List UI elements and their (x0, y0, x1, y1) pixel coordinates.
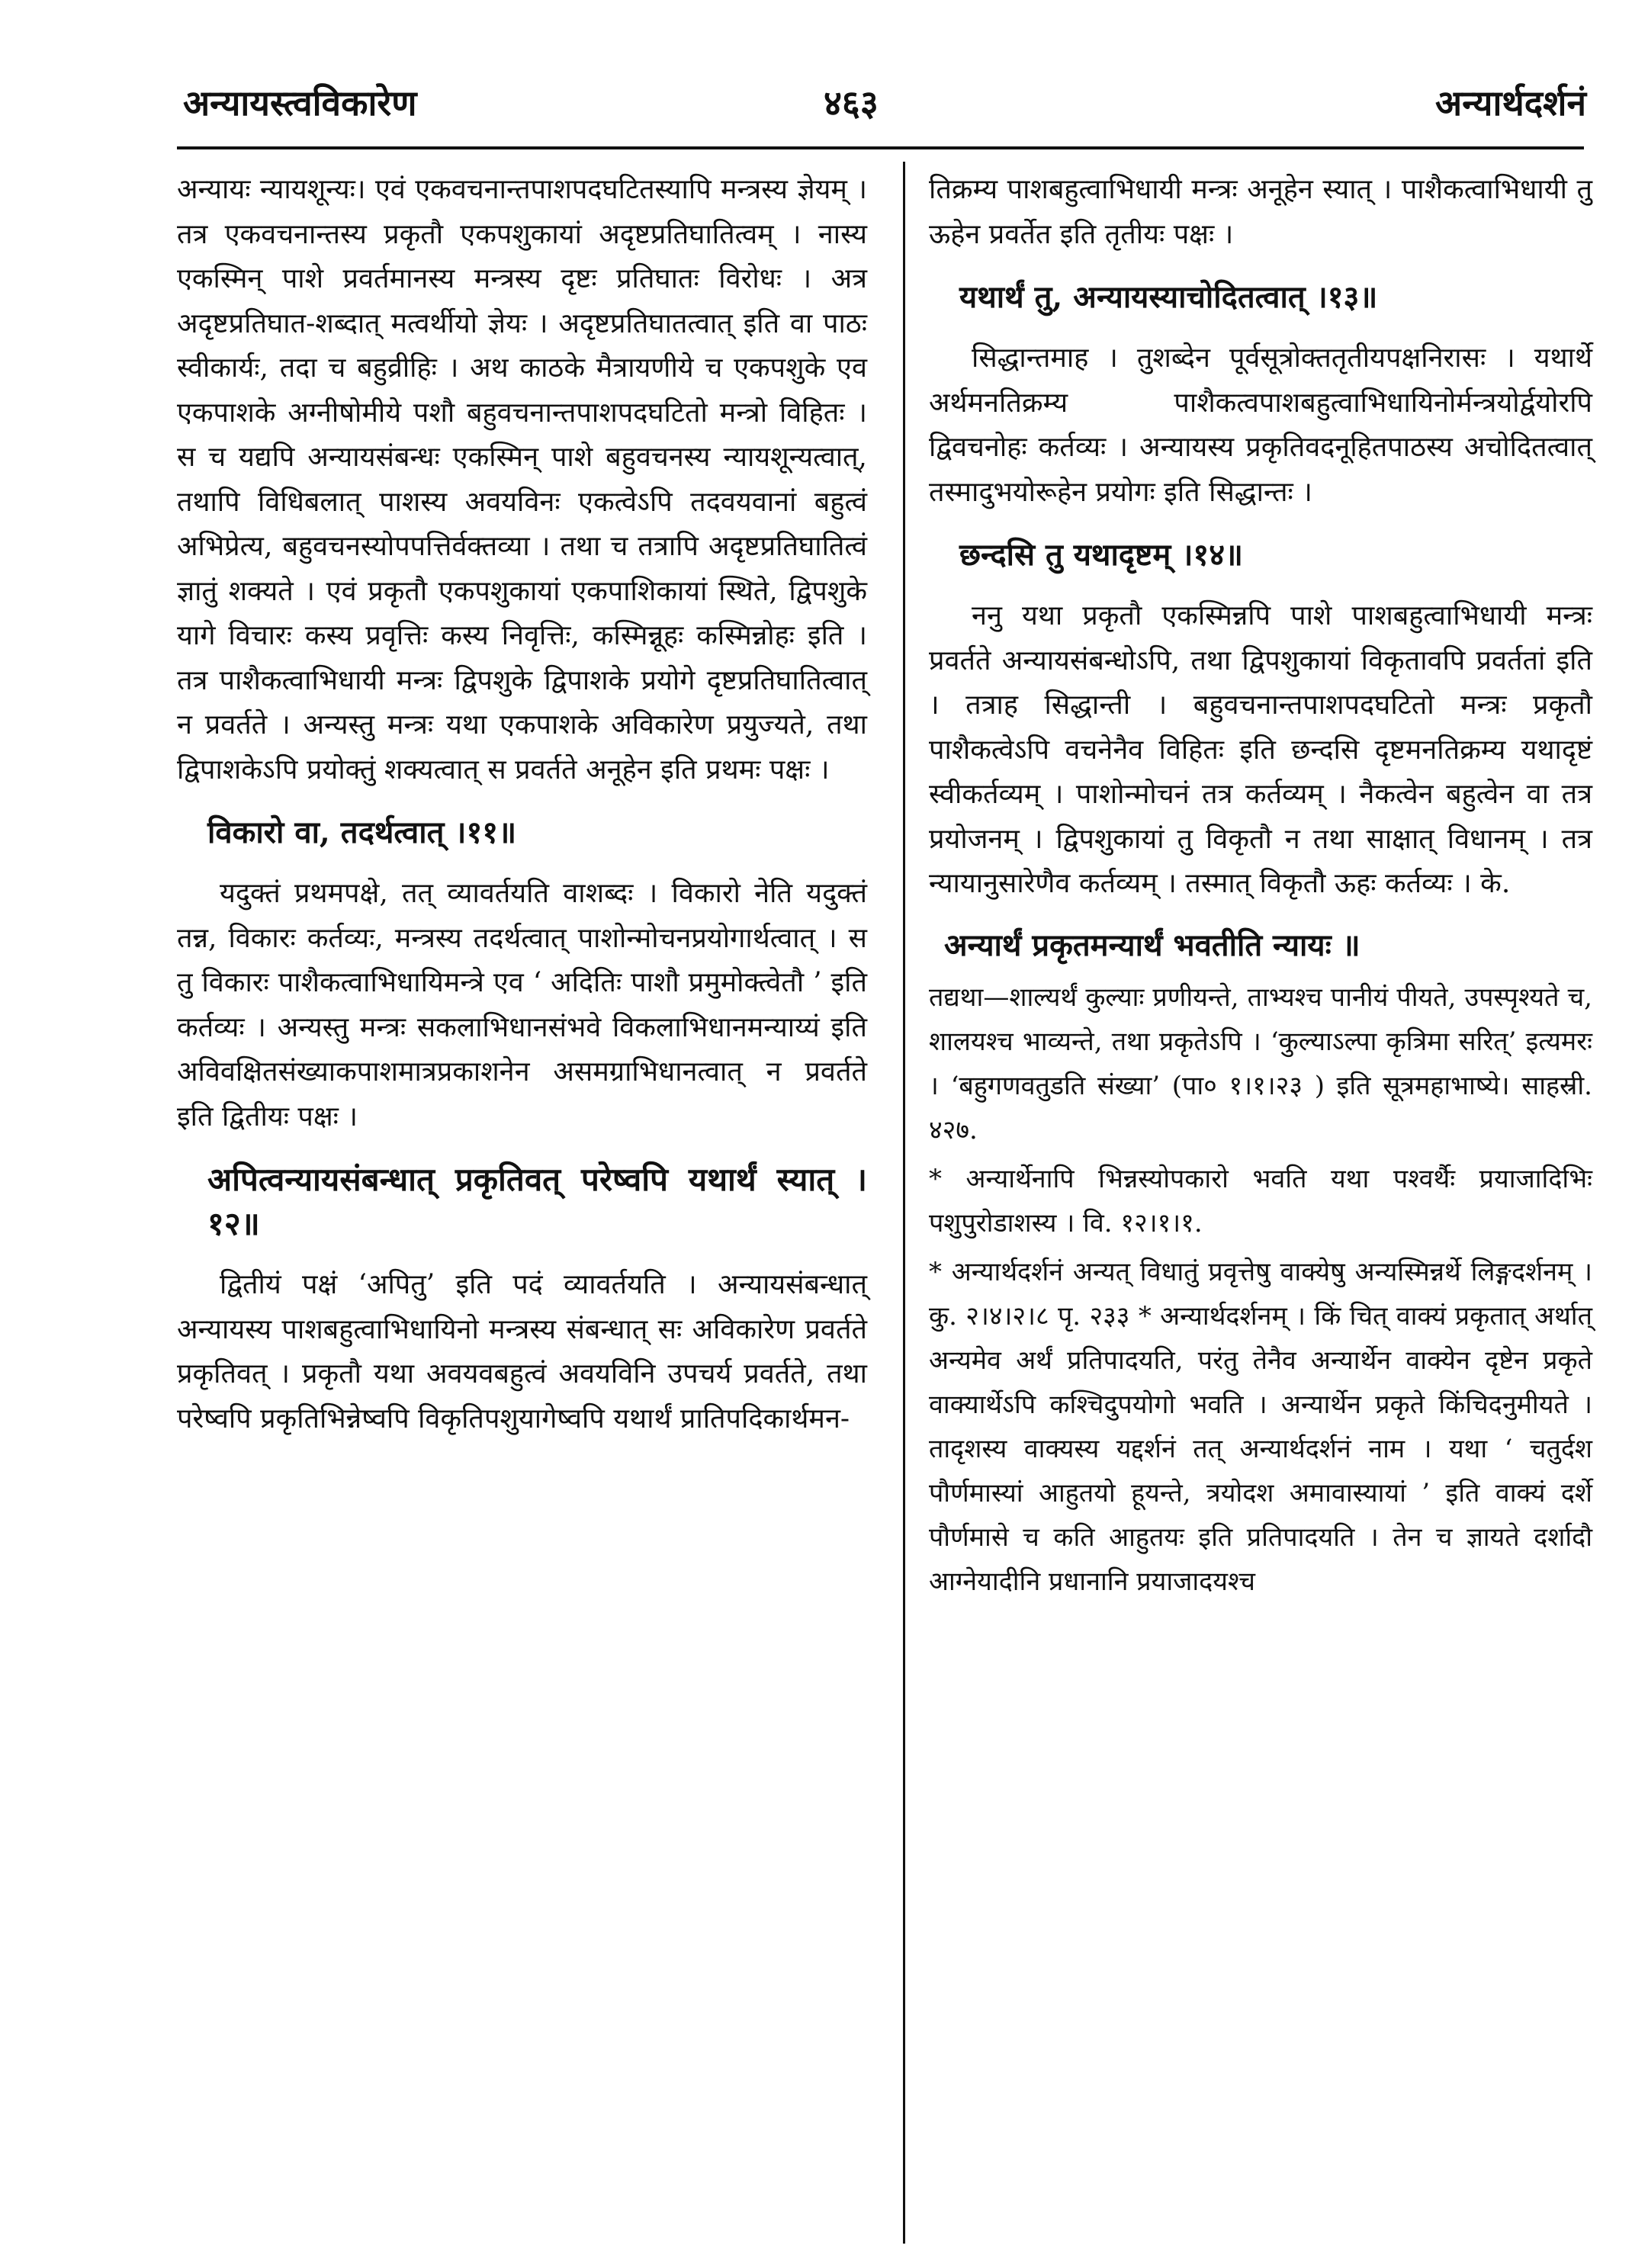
note-paragraph: * अन्यार्थेनापि भिन्नस्योपकारो भवति यथा पश्वर्थैः प्रयाजादिभिः पशुपुरोडाशस्य । वि. १२।१।१. (929, 1164, 1592, 1238)
commentary-paragraph: सिद्धान्तमाह । तुशब्देन पूर्वसूत्रोक्ततृतीयपक्षनिरासः । यथार्थे अर्थमनतिक्रम्य पाशैकत्वपाशबहुत्वाभिधायिनोर्मन्त्रयोर्द्वयोरपि द्विवचनोहः कर्तव्यः । अन्यायस्य प्रकृतिवदनूहितपाठस्य अचोदितत्वात् तस्मादुभयोरूहेन प्रयोगः इति सिद्धान्तः । (929, 342, 1592, 508)
page-number: ४६३ (824, 82, 879, 124)
note-paragraph: * अन्यार्थदर्शनं अन्यत् विधातुं प्रवृत्तेषु वाक्येषु अन्यस्मिन्नर्थे लिङ्गदर्शनम् । कु. २।४।२।८ पृ. २३३ * अन्यार्थदर्शनम् । किं चित् वाक्यं प्रकृतात् अर्थात् अन्यमेव अर्थं प्रतिपादयति, परंतु तेनैव अन्यार्थेन वाक्येन दृष्टेन प्रकृते वाक्यार्थेऽपि कश्चिदुपयोगो भवति । अन्यार्थेन प्रकृते किंचिदनुमीयते । तादृशस्य वाक्यस्य यद्दर्शनं तत् अन्यार्थदर्शनं नाम । यथा ‘ चतुर्दश पौर्णमास्यां आहुतयो हूयन्ते, त्रयोदश अमावास्यायां ’ इति वाक्यं दर्शे पौर्णमासे च कति आहुतयः इति प्रतिपादयति । तेन च ज्ञायते दर्शादौ आग्नेयादीनि प्रधानानि प्रयाजादयश्च (929, 1257, 1592, 1597)
sutra-14: छन्दसि तु यथादृष्टम् ।१४॥ (959, 537, 1243, 573)
sutra-12: अपित्वन्यायसंबन्धात् प्रकृतिवत् परेष्वपि यथार्थं स्यात् ।१२॥ (207, 1161, 867, 1242)
note-paragraph: तद्यथा—शाल्यर्थं कुल्याः प्रणीयन्ते, ताभ्यश्च पानीयं पीयते, उपस्पृश्यते च, शालयश्च भाव्यन्ते, तथा प्रकृतेऽपि । ‘कुल्याऽल्पा कृत्रिमा सरित्’ इत्यमरः । ‘बहुगणवतुडति संख्या’ (पा० १।१।२३ ) इति सूत्रमहाभाष्ये। साहस्री. ४२७. (929, 982, 1592, 1145)
right-column (929, 168, 1592, 1608)
commentary-paragraph: तिक्रम्य पाशबहुत्वाभिधायी मन्त्रः अनूहेन स्यात् । पाशैकत्वाभिधायी तु ऊहेन प्रवर्तेत इति तृतीयः पक्षः । (929, 174, 1592, 250)
header-divider (177, 146, 1584, 149)
running-header (168, 72, 1601, 133)
commentary-paragraph: यदुक्तं प्रथमपक्षे, तत् व्यावर्तयति वाशब्दः । विकारो नेति यदुक्तं तन्न, विकारः कर्तव्यः, मन्त्रस्य तदर्थत्वात् पाशोन्मोचनप्रयोगार्थत्वात् । स तु विकारः पाशैकत्वाभिधायिमन्त्रे एव ‘ अदितिः पाशौ प्रमुमोक्त्वेतौ ’ इति कर्तव्यः । अन्यस्तु मन्त्रः सकलाभिधानसंभवे विकलाभिधानमन्याय्यं इति अविवक्षितसंख्याकपाशमात्रप्रकाशनेन असमग्राभिधानत्वात् न प्रवर्तते इति द्वितीयः पक्षः । (177, 878, 867, 1132)
header-right-title: अन्यार्थदर्शनं (1435, 82, 1586, 124)
commentary-paragraph: अन्यायः न्यायशून्यः। एवं एकवचनान्तपाशपदघटितस्यापि मन्त्रस्य ज्ञेयम् । तत्र एकवचनान्तस्य प्रकृतौ एकपशुकायां अदृष्टप्रतिघातित्वम् । नास्य एकस्मिन् पाशे प्रवर्तमानस्य मन्त्रस्य दृष्टः प्रतिघातः विरोधः । अत्र अदृष्टप्रतिघात-शब्दात् मत्वर्थीयो ज्ञेयः । अदृष्टप्रतिघातत्वात् इति वा पाठः स्वीकार्यः, तदा च बहुव्रीहिः । अथ काठके मैत्रायणीये च एकपशुके एव एकपाशके अग्नीषोमीये पशौ बहुवचनान्तपाशपदघटितो मन्त्रो विहितः । स च यद्यपि अन्यायसंबन्धः एकस्मिन् पाशे बहुवचनस्य न्यायशून्यत्वात्, तथापि विधिबलात् पाशस्य अवयविनः एकत्वेऽपि तदवयवानां बहुत्वं अभिप्रेत्य, बहुवचनस्योपपत्तिर्वक्तव्या । तथा च तत्रापि अदृष्टप्रतिघातित्वं ज्ञातुं शक्यते । एवं प्रकृतौ एकपशुकायां एकपाशिकायां स्थिते, द्विपशुके यागे विचारः कस्य प्रवृत्तिः कस्य निवृत्तिः, कस्मिन्नूहः कस्मिन्नोहः इति । तत्र पाशैकत्वाभिधायी मन्त्रः द्विपशुके द्विपाशके प्रयोगे दृष्टप्रतिघातित्वात् न प्रवर्तते । अन्यस्तु मन्त्रः यथा एकपाशके अविकारेण प्रयुज्यते, तथा द्विपाशकेऽपि प्रयोक्तुं शक्यत्वात् स प्रवर्तते अनूहेन इति प्रथमः पक्षः । (177, 174, 867, 785)
header-left-title: अन्यायस्त्वविकारेण (183, 82, 417, 124)
sutra-11: विकारो वा, तदर्थत्वात् ।११॥ (207, 814, 517, 850)
column-divider (903, 162, 905, 2244)
left-column (177, 168, 867, 1446)
maxim-heading: अन्यार्थं प्रकृतमन्यार्थं भवतीति न्यायः ॥ (944, 927, 1360, 963)
commentary-paragraph: द्वितीयं पक्षं ‘अपितु’ इति पदं व्यावर्तयति । अन्यायसंबन्धात् अन्यायस्य पाशबहुत्वाभिधायिनो मन्त्रस्य संबन्धात् सः अविकारेण प्रवर्तते प्रकृतिवत् । प्रकृतौ यथा अवयवबहुत्वं अवयविनि उपचर्य प्रवर्तते, तथा परेष्वपि प्रकृतिभिन्नेष्वपि विकृतिपशुयागेष्वपि यथार्थं प्रातिपदिकार्थमन- (177, 1269, 867, 1434)
commentary-paragraph: ननु यथा प्रकृतौ एकस्मिन्नपि पाशे पाशबहुत्वाभिधायी मन्त्रः प्रवर्तते अन्यायसंबन्धोऽपि, तथा द्विपशुकायां विकृतावपि प्रवर्ततां इति । तत्राह सिद्धान्ती । बहुवचनान्तपाशपदघटितो मन्त्रः प्रकृतौ पाशैकत्वेऽपि वचनेनैव विहितः इति छन्दसि दृष्टमनतिक्रम्य यथादृष्टं स्वीकर्तव्यम् । पाशोन्मोचनं तत्र कर्तव्यम् । नैकत्वेन बहुत्वेन वा तत्र प्रयोजनम् । द्विपशुकायां तु विकृतौ न तथा साक्षात् विधानम् । तत्र न्यायानुसारेणैव कर्तव्यम् । तस्मात् विकृतौ ऊहः कर्तव्यः । के. (929, 600, 1592, 899)
sutra-13: यथार्थं तु, अन्यायस्याचोदितत्वात् ।१३॥ (959, 279, 1378, 315)
